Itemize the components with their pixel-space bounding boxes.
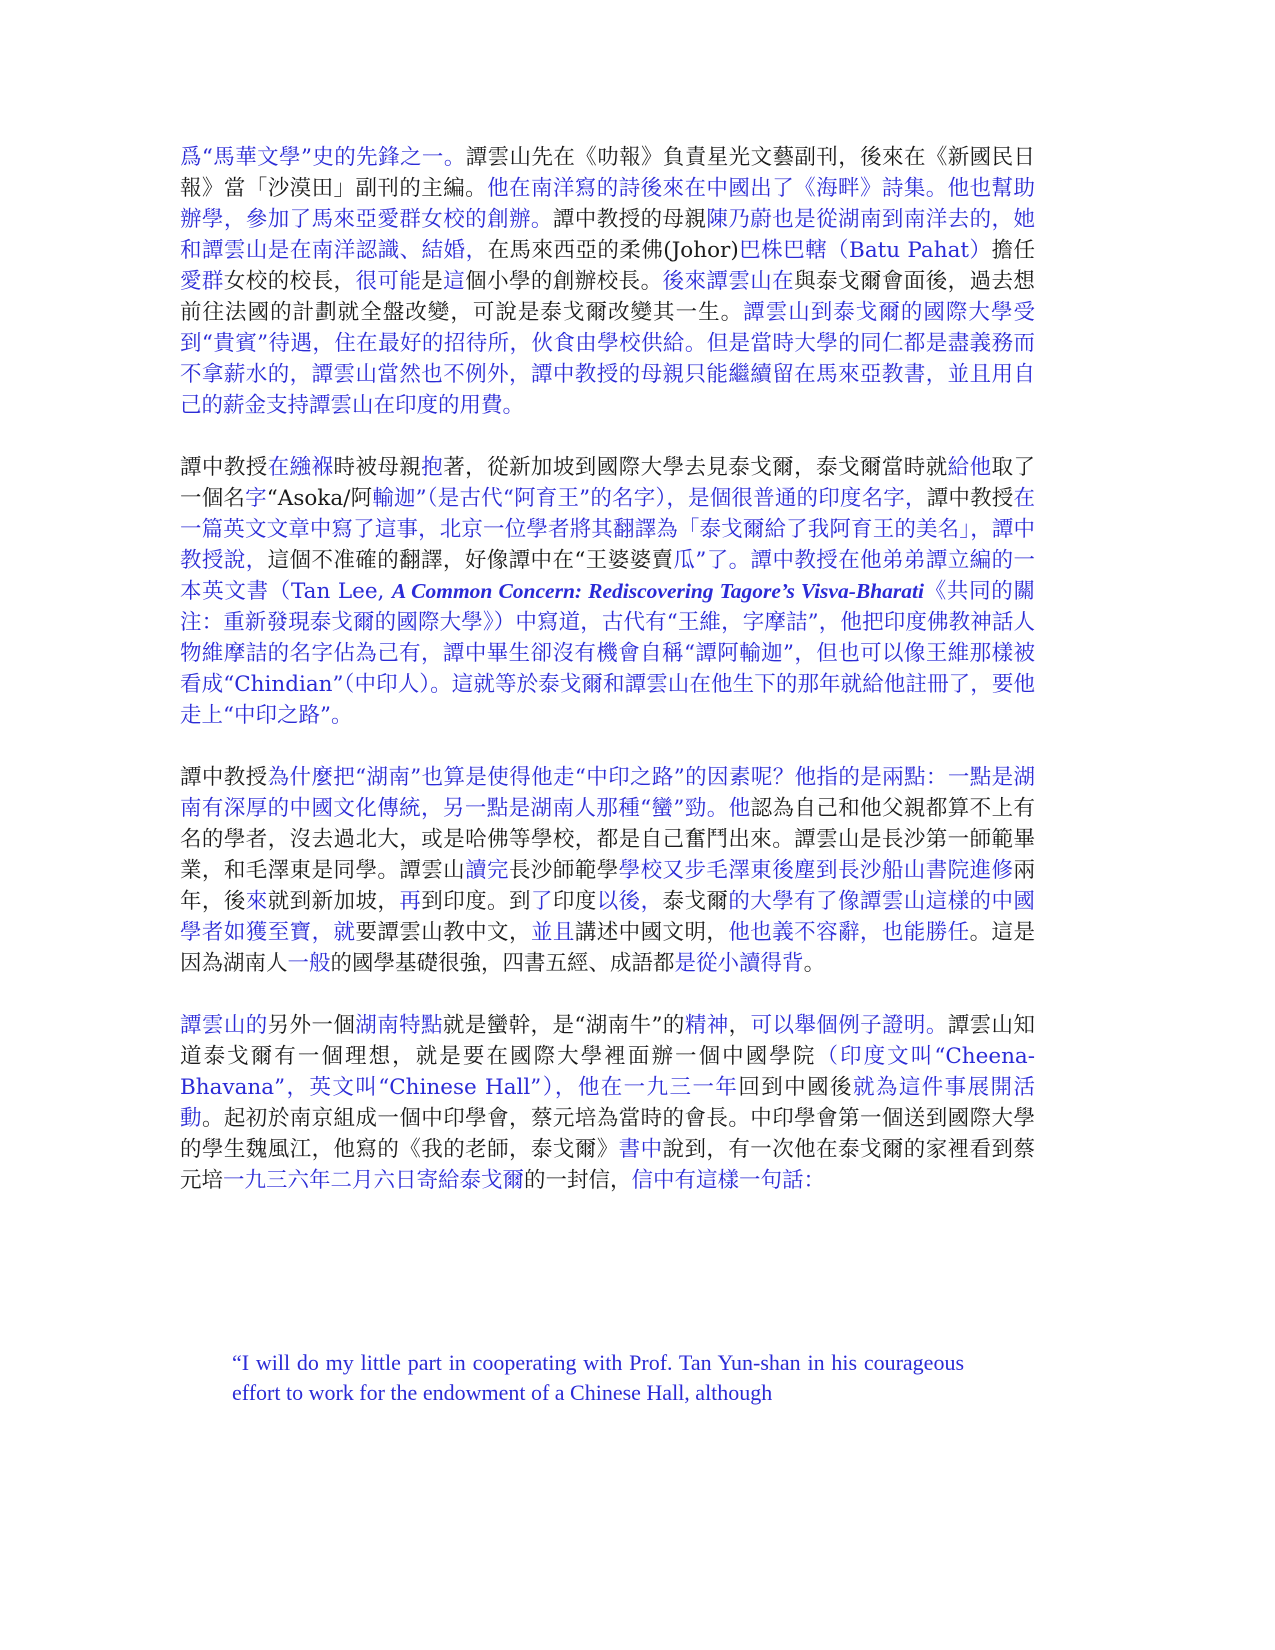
text-run: 擔任 (991, 238, 1035, 263)
paragraph-2 (180, 452, 1035, 731)
text-run: 的國學基礎很強，四書五經、成語都 (330, 951, 675, 976)
text-run: 的大學有了像譚雲山這樣的中國學者如獲至寶，就 (180, 889, 1035, 945)
text-run: 為什麼把“湖南”也算是使得他走“中印之路”的因素呢？他指的是兩點：一點是湖南有深厚的中國文化傳統，另一點是湖南人那種“蠻”勁。他 (180, 765, 1035, 821)
text-run: 學校又步毛澤東後塵到長沙船山書院進修 (618, 858, 1014, 883)
text-run: 以後， (596, 889, 663, 914)
text-run: 譚中教授的母親 (552, 207, 707, 232)
text-run: 很可能 (355, 269, 422, 294)
text-run: 譚雲山的 (180, 1013, 268, 1038)
text-run: 他也義不容辭，也能勝任 (728, 920, 970, 945)
text-run: 並且 (530, 920, 575, 945)
text-run: 就是蠻幹，是“湖南牛”的 (442, 1013, 685, 1038)
text-run: 是 (421, 269, 444, 294)
text-run: 取了一個名 (180, 455, 1035, 511)
text-run: 讀完 (465, 858, 509, 883)
text-run: 的一封信， (524, 1168, 632, 1193)
text-run: 來 (245, 889, 268, 914)
text-run: 在繈褓 (267, 455, 334, 480)
text-run: 給他 (947, 455, 992, 480)
text-run: 長沙師範學 (509, 858, 619, 883)
paragraph-1 (180, 142, 1035, 421)
text-run: 要譚雲山教中文， (355, 920, 531, 945)
text-run: 個小學的創辦校長。 (465, 269, 663, 294)
text-run: 譚雲山先在《叻報》負責星光文藝副刊，後來在《新國民日報》當「沙漠田」副刊的主編。 (180, 145, 1035, 201)
text-run: 這 (443, 269, 466, 294)
text-run: （印度文叫“Cheena-Bhavana”，英文叫“Chinese Hall”），他在一九三一年 (180, 1044, 1035, 1100)
text-run: 他在南洋寫的詩後來在中國出了《海畔》詩集。他也幫助辦學，參加了馬來亞愛群女校的創辦。 (180, 176, 1035, 232)
text-run: 女校的校長， (223, 269, 356, 294)
text-run: A Common Concern: Rediscovering Tagore’s Visva-Bharati (391, 579, 924, 603)
text-run: 是從小讀得背 (674, 951, 804, 976)
text-run: 就為這件事展開活動 (180, 1075, 1035, 1131)
text-run: 在馬來西亞的柔佛(Johor) (487, 238, 739, 263)
text-run: 一九三六年二月六日寄給泰戈爾 (223, 1168, 525, 1193)
text-run: 就到新加坡， (267, 889, 400, 914)
text-run: 瓜”了。譚中教授在他弟弟譚立編的一本英文書（Tan Lee, (180, 548, 1035, 604)
text-run: 再 (399, 889, 422, 914)
text-run: 說到，有一次他在泰戈爾的家裡看到蔡元培 (180, 1137, 1035, 1193)
text-run: 爲“馬華文學”史的先鋒之一。 (180, 145, 466, 170)
text-run: 譚中教授 (926, 486, 1014, 511)
text-run: 輸迦”（是古代“阿育王”的名字），是個很普通的印度名字， (372, 486, 927, 511)
text-run: 譚中教授 (180, 765, 268, 790)
text-run: 信中有這樣一句話： (631, 1168, 826, 1193)
text-run: 兩年，後 (180, 858, 1035, 914)
text-run: 譚中教授 (180, 455, 268, 480)
text-run: 時被母親 (333, 455, 422, 480)
document-body (180, 142, 1035, 1227)
text-run: 著，從新加坡到國際大學去見泰戈爾，泰戈爾當時就 (443, 455, 948, 480)
text-run: 精神 (684, 1013, 729, 1038)
text-run: 另外一個 (267, 1013, 356, 1038)
text-run: 字 (245, 486, 267, 511)
text-run: 了 (530, 889, 553, 914)
text-run: 在一篇英文文章中寫了這事，北京一位學者將其翻譯為「泰戈爾給了我阿育王的美名」，譚中教授說， (180, 486, 1035, 573)
text-run: 愛群 (180, 269, 224, 294)
text-run: 一般 (287, 951, 331, 976)
paragraph-3 (180, 762, 1035, 979)
text-run: 巴株巴轄（Batu Pahat） (738, 238, 992, 263)
text-run: ， (728, 1013, 751, 1038)
text-run: “Asoka/阿 (266, 486, 373, 511)
text-run: 可以舉個例子證明。 (750, 1013, 948, 1038)
text-run: 認為自己和他父親都算不上有名的學者，沒去過北大，或是哈佛等學校，都是自己奮鬥出來。譚雲山是長沙第一師範畢業，和毛澤東是同學。譚雲山 (180, 796, 1035, 883)
text-run: 回到中國後 (738, 1075, 853, 1100)
text-run: 與泰戈爾會面後，過去想前往法國的計劃就全盤改變，可說是泰戈爾改變其一生。 (180, 269, 1035, 325)
text-run: 印度 (552, 889, 597, 914)
text-run: 。起初於南京組成一個中印學會，蔡元培為當時的會長。中印學會第一個送到國際大學的學生魏風江，他寫的《我的老師，泰戈爾》 (180, 1106, 1035, 1162)
text-run: 這個不准確的翻譯，好像譚中在“王婆婆賣 (267, 548, 674, 573)
text-run: 陳乃蔚也是從湖南到南洋去的，她和譚雲山是在南洋認識、結婚， (180, 207, 1035, 263)
text-run: 泰戈爾 (662, 889, 729, 914)
text-run: 後來譚雲山在 (662, 269, 795, 294)
text-run: 湖南特點 (355, 1013, 443, 1038)
text-run: 書中 (618, 1137, 663, 1162)
text-run: 到印度。到 (421, 889, 531, 914)
text-run: 。 (803, 951, 826, 976)
text-run: 譚雲山到泰戈爾的國際大學受到“貴賓”待遇，住在最好的招待所，伙食由學校供給。但是當時大學的同仁都是盡義務而不拿薪水的，譚雲山當然也不例外，譚中教授的母親只能繼續留在馬來亞教書，並且用自己的薪金支持譚雲山在印度的用費。 (180, 300, 1035, 418)
block-quote: “I will do my little part in cooperating with Prof. Tan Yun-shan in his courageous effort to work for the endowment of a Chinese Hall, although (232, 1350, 964, 1405)
paragraph-4 (180, 1010, 1035, 1196)
text-run: 抱 (421, 455, 444, 480)
text-run: 。這是因為湖南人 (180, 920, 1035, 976)
text-run: 講述中國文明， (574, 920, 729, 945)
text-run: 《共同的關注：重新發現泰戈爾的國際大學》）中寫道，古代有“王維，字摩詰”，他把印度佛教神話人物維摩詰的名字佔為己有，譚中畢生卻沒有機會自稱“譚阿輸迦”，但也可以像王維那樣被看成“Chindian”（中印人）。這就等於泰戈爾和譚雲山在他生下的那年就給他註冊了，要他走上“中印之路”。 (180, 579, 1035, 728)
text-run: 譚雲山知道泰戈爾有一個理想，就是要在國際大學裡面辦一個中國學院 (180, 1013, 1035, 1069)
